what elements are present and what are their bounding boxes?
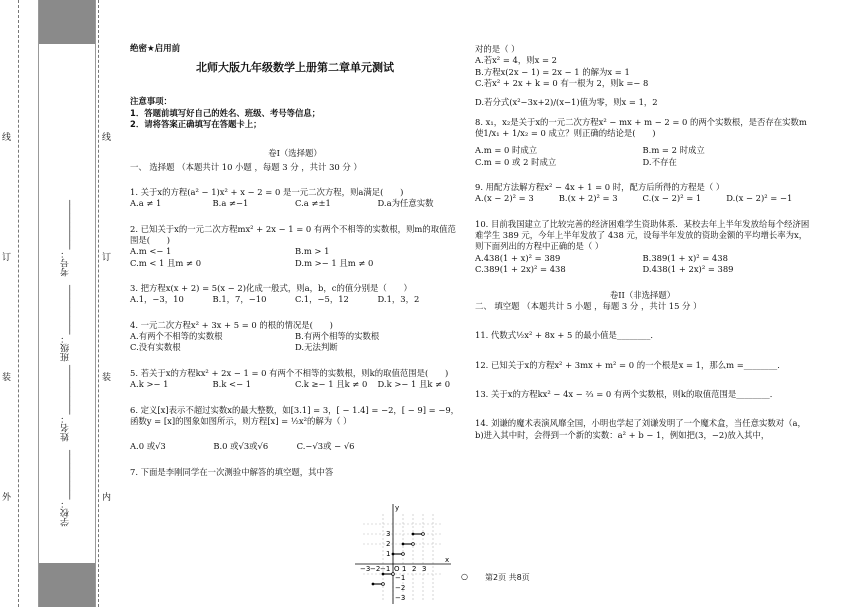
option[interactable]: D.a为任意实数 (377, 198, 434, 209)
y-tick: −2 (395, 584, 406, 592)
cut-line (18, 0, 19, 607)
question-8: 8. x₁，x₂是关于x的一元二次方程x² − mx + m − 2 = 0 的两个实数根，是否存在实数m使1/x₁ + 1/x₂ = 0 成立？则正确的结论是( ) (475, 116, 807, 139)
y-tick: −1 (395, 574, 406, 582)
question-12: 12. 已知关于x的方程x² + 3mx + m² = 0 的一个根是x = 1，那么m =________． (475, 359, 786, 370)
mark-inner-inside: 内 (102, 493, 112, 503)
option[interactable]: A.1，−3，10 (130, 294, 184, 305)
student-info-strip (38, 0, 96, 607)
option[interactable]: B.有两个相等的实数根 (295, 331, 380, 342)
page-number: 第2页 共8页 (485, 573, 530, 582)
option[interactable]: B.a ≠−1 (212, 198, 249, 209)
option[interactable]: D.无法判断 (295, 342, 338, 353)
option[interactable]: D.不存在 (642, 156, 677, 167)
option[interactable]: C.(x − 2)² = 1 (642, 193, 702, 204)
option[interactable]: D.1，3，2 (377, 294, 420, 305)
question-8-options-row2 (475, 157, 810, 168)
y-tick: −3 (395, 594, 406, 602)
mark-outer-outside: 外 (2, 493, 12, 503)
question-10-options (475, 253, 810, 264)
question-2-options-row2 (130, 258, 460, 269)
question-13: 13. 关于x的方程kx² − 4x − ⅔ = 0 有两个实数根，则k的取值范围是________． (475, 388, 779, 399)
option[interactable]: B.方程x(2x − 1) = 2x − 1 的解为x = 1 (475, 66, 630, 77)
x-tick: −2 (370, 565, 381, 573)
question-6-options (130, 441, 380, 452)
option[interactable]: A.0 或√3 (130, 441, 166, 452)
x-tick: 3 (422, 565, 427, 573)
option[interactable]: A.有两个不相等的实数根 (130, 331, 223, 342)
option[interactable]: D.k >− 1 且k ≠ 0 (377, 379, 451, 390)
option[interactable]: A.k >− 1 (130, 379, 169, 390)
question-9: 9. 用配方法解方程x² − 4x + 1 = 0 时，配方后所得的方程是（ ） (475, 182, 725, 193)
mark-inner-order: 订 (102, 253, 112, 263)
option[interactable]: C.1，−5，12 (295, 294, 349, 305)
option[interactable]: D.438(1 + 2x)² = 389 (642, 264, 734, 275)
question-7: 7. 下面是李刚同学在一次测验中解答的填空题，其中答 (130, 466, 334, 477)
notes-heading: 注意事项： (130, 96, 172, 107)
x-tick: O (394, 565, 400, 573)
part2-title: 卷II（非选择题） (609, 289, 676, 300)
mark-outer-order: 订 (2, 253, 12, 263)
option[interactable]: D.(x − 2)² = −1 (726, 193, 793, 204)
name-field[interactable]: 姓名：___________ (61, 365, 71, 442)
option[interactable]: C.−√3或 − √6 (296, 441, 355, 452)
question-2-options (130, 246, 460, 257)
option[interactable]: A.若x² = 4，则x = 2 (475, 55, 557, 66)
question-4-options-row2 (130, 342, 460, 353)
section1-heading: 一、 选择题 （本题共计 10 小题 ，每题 3 分 ，共计 30 分 ） (130, 161, 362, 172)
mark-inner-line: 线 (102, 133, 112, 143)
part1-title: 卷I（选择题） (268, 148, 322, 159)
question-10-options-row2 (475, 264, 810, 275)
question-4: 4. 一元二次方程x² + 3x + 5 = 0 的根的情况是( ) (130, 319, 333, 330)
question-8-options (475, 145, 810, 156)
option[interactable]: B.0 或√3或√6 (213, 441, 269, 452)
notes-item: 2．请将答案正确填写在答题卡上； (130, 119, 262, 129)
option[interactable]: C.389(1 + 2x)² = 438 (475, 264, 566, 275)
y-tick: 2 (386, 540, 391, 548)
option[interactable]: A.(x − 2)² = 3 (475, 193, 534, 204)
option[interactable]: A.m <− 1 (130, 246, 172, 257)
option[interactable]: C.m = 0 或 2 时成立 (475, 156, 557, 167)
question-9-options (475, 193, 810, 204)
question-3: 3. 把方程x(x + 2) = 5(x − 2)化成一般式，则a，b，c的值分别是（ ） (130, 283, 412, 294)
option[interactable]: D.若分式(x²−3x+2)/(x−1)值为零，则x = 1，2 (475, 97, 658, 108)
x-tick: −3 (360, 565, 371, 573)
option[interactable]: C.若x² + 2x + k = 0 有一根为 2，则k =− 8 (475, 78, 649, 89)
page-title: 北师大版九年级数学上册第二章单元测试 (196, 61, 394, 75)
option[interactable]: B.m = 2 时成立 (642, 145, 705, 156)
school-field[interactable]: 学校：___________ (61, 450, 71, 527)
mark-inner-bind: 装 (102, 373, 112, 383)
secret-label: 绝密★启用前 (130, 44, 181, 54)
strip-top-block (39, 0, 95, 44)
option[interactable]: C.k ≥− 1 且k ≠ 0 (295, 379, 368, 390)
question-3-options (130, 294, 460, 305)
floor-function-graph (355, 500, 455, 605)
question-11: 11. 代数式½x² + 8x + 5 的最小值是________． (475, 330, 659, 341)
class-field[interactable]: 班级：___________ (61, 285, 71, 362)
option[interactable]: B.389(1 + x)² = 438 (642, 252, 728, 263)
question-1-options (130, 198, 460, 209)
question-5: 5. 若关于x的方程kx² + 2x − 1 = 0 有两个不相等的实数根，则k的取值范围是( ) (130, 367, 449, 378)
option[interactable]: D.m >− 1 且m ≠ 0 (295, 257, 374, 268)
x-tick: 2 (412, 565, 417, 573)
exam-number-field[interactable]: 考号：___________ (61, 200, 71, 277)
question-1: 1. 关于x的方程(a² − 1)x² + x − 2 = 0 是一元二次方程，则a满足( ) (130, 187, 404, 198)
question-5-options (130, 379, 460, 390)
notes-item: 1．答题前填写好自己的姓名、班级、考号等信息； (130, 107, 321, 118)
option[interactable]: B.(x + 2)² = 3 (558, 193, 618, 204)
question-14: 14. 刘谦的魔术表演风靡全国，小明也学起了刘谦发明了一个魔术盒，当任意实数对（a，b)进入其中时，会得到一个新的实数：a² + b − 1，例如把(3，−2)放入其中， (475, 418, 806, 440)
binding-outer-strip (0, 0, 20, 607)
option[interactable]: A.438(1 + x)² = 389 (475, 252, 561, 263)
y-tick: 3 (386, 530, 391, 538)
x-tick: 1 (402, 565, 407, 573)
inner-cut-line (98, 0, 99, 607)
x-axis-label: x (445, 556, 450, 564)
y-tick: 1 (386, 550, 391, 558)
option[interactable]: B.1，7，−10 (212, 294, 267, 305)
x-tick: −1 (380, 565, 391, 573)
y-axis-label: y (395, 504, 400, 512)
strip-bottom-block (39, 563, 95, 607)
mark-outer-bind: 装 (2, 373, 12, 383)
option[interactable]: A.a ≠ 1 (130, 198, 162, 209)
section2-heading: 二、 填空题 （本题共计 5 小题 ，每题 3 分 ，共计 15 分 ） (475, 300, 702, 311)
option[interactable]: A.m = 0 时成立 (475, 145, 538, 156)
mark-outer-line: 线 (2, 133, 12, 143)
option[interactable]: C.没有实数根 (130, 342, 181, 353)
question-6: 6. 定义[x]表示不超过实数x的最大整数，如[3.1] = 3，[ − 1.4] = −2，[ − 9] = −9，函数y = [x]的图象如图所示，则方程[x] = ½x²的解为（ ） (130, 404, 460, 426)
question-10: 10. 目前我国建立了比较完善的经济困难学生资助体系．某校去年上半年发放给每个经济困难学生 389 元，今年上半年发放了 438 元，设每半年发放的资助金额的平均增长率为x，则下面列出的方程中正确的是（ ） (475, 218, 810, 252)
option[interactable]: C.a ≠±1 (295, 198, 331, 209)
left-column (130, 44, 460, 478)
question-2: 2. 已知关于x的一元二次方程mx² + 2x − 1 = 0 有两个不相等的实数根，则m的取值范围是( ) (130, 223, 456, 246)
footer-marker: ○ (461, 572, 468, 581)
option[interactable]: B.m > 1 (295, 246, 330, 257)
option[interactable]: B.k <− 1 (212, 379, 252, 390)
right-column (475, 44, 810, 441)
binding-inner-strip (96, 0, 118, 607)
option[interactable]: C.m < 1 且m ≠ 0 (130, 257, 202, 268)
question-4-options (130, 331, 460, 342)
question-7-continued: 对的是（ ） (475, 44, 520, 54)
